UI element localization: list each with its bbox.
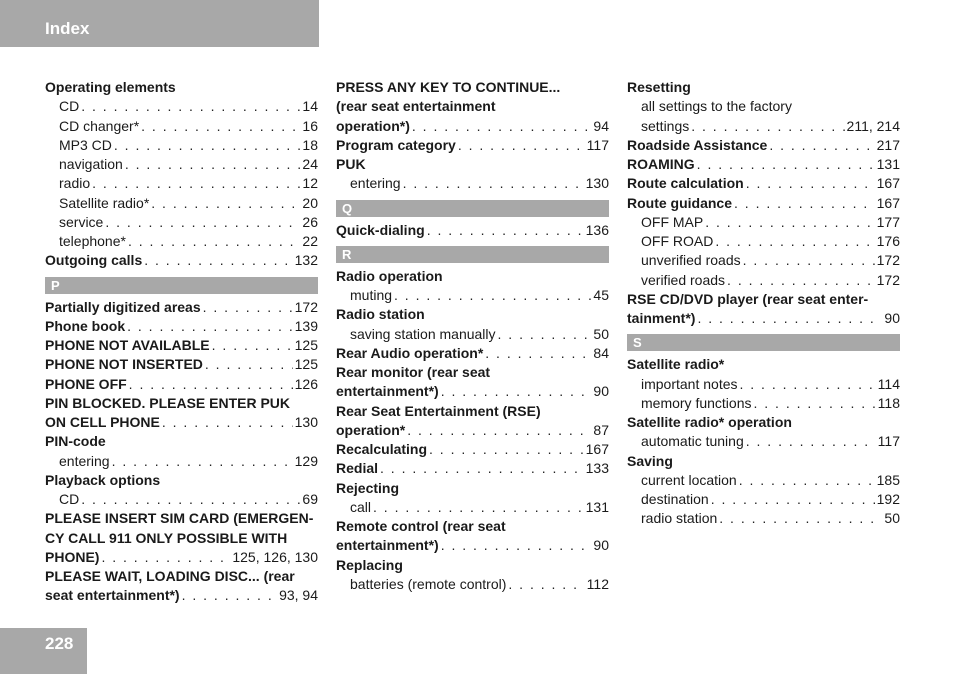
index-subentry [45,136,318,155]
index-subentry [336,498,609,517]
index-entry [45,355,318,374]
section-header-q: Q [336,200,609,217]
dot-leader [727,271,875,290]
index-entry [627,355,900,374]
index-entry [45,529,318,548]
dot-leader [81,490,300,509]
page-reference: 14 [302,98,318,115]
dot-leader [101,548,230,567]
index-entry [45,586,318,605]
dot-leader [403,174,584,193]
page-reference: 139 [294,317,318,334]
entry-text: PHONE NOT AVAILABLE [45,337,210,353]
entry-text: PUK [336,156,366,172]
page-reference: 177 [876,213,900,230]
index-entry [45,298,318,317]
index-subentry [336,325,609,344]
page-reference: 94 [593,117,609,134]
page-reference: 133 [585,460,609,477]
entry-text: RSE CD/DVD player (rear seat enter- [627,290,869,307]
page-reference: 84 [593,344,609,361]
dot-leader [427,221,584,240]
entry-text: all settings to the factory [641,98,792,115]
entry-text: PHONE NOT INSERTED [45,356,203,373]
dot-leader [125,155,301,174]
entry-text: memory functions [641,394,752,411]
page-reference: 93, 94 [279,587,318,604]
page-reference: 130 [585,175,609,192]
page-reference: 26 [302,213,318,230]
page-reference: 217 [876,136,900,153]
dot-leader [697,309,882,328]
index-entry [45,413,318,432]
entry-text: entertainment*) [336,537,439,554]
entry-text: service [59,213,104,230]
entry-text: Radio station [336,306,425,323]
entry-text: Satellite radio* [627,356,725,373]
page-reference: 131 [876,156,900,172]
index-subentry [45,490,318,509]
dot-leader [691,117,844,136]
entry-text: Route guidance [627,194,733,211]
index-subentry [45,174,318,193]
entry-text: MP3 CD [59,136,112,153]
index-subentry [336,575,609,594]
dot-leader [162,413,293,432]
dot-leader [151,194,300,213]
entry-text: automatic tuning [641,433,744,450]
entry-text: Saving [627,452,673,469]
index-entry [336,402,609,421]
entry-text: operation*) [336,117,410,134]
dot-leader [205,355,293,374]
entry-text: seat entertainment*) [45,587,180,604]
index-subentry [627,271,900,290]
page-reference: 69 [302,491,318,507]
entry-text: ON CELL PHONE [45,414,160,430]
page-number: 228 [45,634,74,653]
page-reference: 112 [586,575,609,592]
index-entry [45,432,318,451]
entry-text: call [350,498,372,515]
index-entry [336,517,609,536]
page-reference: 20 [302,194,318,211]
entry-text: Outgoing calls [45,252,143,269]
dot-leader [380,459,584,478]
index-entry [627,290,900,309]
entry-text: OFF ROAD [641,233,714,249]
section-header-s: S [627,334,900,351]
header-bar [0,0,319,47]
page-reference: 90 [593,537,609,554]
entry-text: unverified roads [641,252,741,269]
dot-leader [743,251,875,270]
dot-leader [715,232,874,251]
dot-leader [112,452,293,471]
dot-leader [508,575,584,594]
dot-leader [753,394,875,413]
page-reference: 192 [876,491,900,507]
index-entry [336,556,609,575]
index-subentry [627,432,900,451]
dot-leader [144,251,292,270]
entry-text: PIN BLOCKED. PLEASE ENTER PUK [45,394,291,411]
index-subentry [627,213,900,232]
index-entry [336,136,609,155]
dot-leader [739,471,875,490]
entry-text: telephone* [59,233,126,249]
dot-leader [705,213,874,232]
index-subentry [336,174,609,193]
entry-text: operation* [336,421,406,438]
dot-leader [373,498,584,517]
index-column-3 [627,78,900,529]
page-reference: 172 [876,252,900,269]
entry-text: Quick-dialing [336,221,425,238]
entry-text: Remote control (rear seat [336,518,506,534]
index-column-1 [45,78,318,606]
index-entry [336,382,609,401]
page-reference: 176 [876,233,900,249]
index-entry [627,136,900,155]
entry-text: Roadside Assistance [627,136,768,153]
index-column-2 [336,78,609,594]
index-subentry [45,194,318,213]
entry-text: tainment*) [627,310,696,326]
dot-leader [746,432,876,451]
entry-text: PIN-code [45,433,106,450]
index-entry [627,413,900,432]
entry-text: Radio operation [336,267,443,284]
page-reference: 172 [876,271,900,288]
dot-leader [114,136,301,155]
index-entry [45,336,318,355]
entry-text: saving station manually [350,325,496,342]
entry-text: verified roads [641,271,726,288]
index-entry [336,421,609,440]
page-reference: 125, 126, 130 [232,548,318,565]
page-reference: 117 [877,433,900,450]
index-entry [45,471,318,490]
index-subentry [45,213,318,232]
dot-leader [129,375,293,394]
entry-text: entering [350,175,401,192]
page-reference: 87 [593,421,609,438]
entry-text: Rear monitor (rear seat [336,364,491,380]
index-subentry [627,394,900,413]
dot-leader [128,232,300,251]
page-reference: 167 [585,441,609,457]
entry-text: Program category [336,136,456,153]
index-entry [45,567,318,586]
dot-leader [127,317,293,336]
dot-leader [458,136,585,155]
entry-text: important notes [641,375,738,392]
index-entry [336,536,609,555]
index-subentry [336,286,609,305]
dot-leader [81,97,300,116]
dot-leader [740,375,876,394]
dot-leader [746,174,875,193]
entry-text: muting [350,287,393,303]
page-reference: 167 [876,194,900,211]
index-subentry [45,452,318,471]
index-entry [336,97,609,116]
index-subentry [627,251,900,270]
entry-text: Satellite radio* operation [627,414,792,430]
entry-text: PRESS ANY KEY TO CONTINUE... [336,79,561,95]
entry-text: PHONE) [45,548,100,565]
index-entry [336,267,609,286]
entry-text: Operating elements [45,79,176,95]
page-reference: 18 [302,136,318,153]
dot-leader [711,490,875,509]
index-entry [45,509,318,528]
index-entry [627,78,900,97]
dot-leader [407,421,591,440]
entry-text: Rejecting [336,479,400,496]
dot-leader [105,213,300,232]
page-reference: 185 [876,471,900,488]
entry-text: Resetting [627,79,691,95]
index-entry [45,548,318,567]
entry-text: entertainment*) [336,383,439,400]
dot-leader [92,174,300,193]
dot-leader [485,344,591,363]
entry-text: entering [59,452,110,469]
index-entry [336,117,609,136]
page-reference: 126 [294,375,318,392]
entry-text: CD [59,491,80,507]
index-entry [336,440,609,459]
index-entry [336,344,609,363]
entry-text: Route calculation [627,175,744,192]
entry-text: Replacing [336,556,403,573]
index-entry [45,251,318,270]
dot-leader [697,155,875,174]
entry-text: ROAMING [627,156,695,172]
entry-text: PLEASE WAIT, LOADING DISC... (rear [45,568,295,584]
page-reference: 24 [302,156,318,172]
section-header-p: P [45,277,318,294]
index-entry [627,155,900,174]
index-entry [45,317,318,336]
page-number-box [0,628,87,674]
entry-text: Redial [336,460,379,477]
page-reference: 45 [593,287,609,303]
page-reference: 131 [585,498,609,515]
dot-leader [769,136,874,155]
index-subentry [45,117,318,136]
page-reference: 211, 214 [846,117,900,134]
entry-text: radio station [641,510,718,527]
entry-text: PLEASE INSERT SIM CARD (EMERGEN- [45,510,314,527]
page-reference: 16 [302,117,318,134]
entry-text: Rear Audio operation* [336,344,484,361]
entry-text: (rear seat entertainment [336,98,496,115]
index-entry [336,155,609,174]
index-entry [45,375,318,394]
page-reference: 118 [877,394,900,411]
page-title: Index [45,19,90,38]
index-subentry [627,471,900,490]
entry-text: OFF MAP [641,213,704,230]
entry-text: Partially digitized areas [45,298,201,315]
page-reference: 114 [877,375,900,392]
section-header-r: R [336,246,609,263]
page-reference: 132 [294,252,318,269]
page-reference: 90 [884,310,900,326]
page-reference: 50 [593,325,609,342]
index-subentry [45,155,318,174]
index-entry [336,305,609,324]
page-reference: 136 [585,221,609,238]
entry-text: Recalculating [336,441,428,457]
dot-leader [212,336,293,355]
index-subentry [627,117,900,136]
dot-leader [412,117,592,136]
dot-leader [441,536,592,555]
entry-text: Rear Seat Entertainment (RSE) [336,402,541,419]
dot-leader [394,286,591,305]
entry-text: navigation [59,156,123,172]
page-reference: 90 [593,383,609,400]
dot-leader [441,382,592,401]
entry-text: settings [641,117,690,134]
entry-text: destination [641,491,709,507]
page-reference: 12 [302,175,318,192]
dot-leader [141,117,300,136]
page-reference: 50 [884,510,900,527]
entry-text: PHONE OFF [45,375,127,392]
index-entry [627,194,900,213]
page-reference: 117 [586,136,609,153]
entry-text: batteries (remote control) [350,575,507,592]
dot-leader [498,325,592,344]
page-reference: 167 [876,175,900,192]
index-entry [336,363,609,382]
entry-text: radio [59,175,91,192]
index-subentry [45,232,318,251]
index-entry [336,459,609,478]
dot-leader [203,298,293,317]
entry-text: CD changer* [59,117,140,134]
index-entry [627,452,900,471]
page-reference: 22 [302,233,318,249]
entry-text: CD [59,98,80,115]
index-entry [627,309,900,328]
page-reference: 125 [294,356,318,373]
index-subentry [627,375,900,394]
dot-leader [182,586,277,605]
page-reference: 129 [294,452,318,469]
entry-text: current location [641,471,737,488]
index-subentry [627,97,900,116]
index-subentry [627,232,900,251]
index-entry [336,221,609,240]
page-reference: 130 [294,414,318,430]
index-subentry [627,509,900,528]
index-entry [627,174,900,193]
index-subentry [627,490,900,509]
page-reference: 125 [294,337,318,353]
index-subentry [45,97,318,116]
index-entry [336,479,609,498]
dot-leader [429,440,584,459]
index-entry [45,394,318,413]
page-reference: 172 [294,298,318,315]
dot-leader [734,194,875,213]
dot-leader [719,509,882,528]
entry-text: Satellite radio* [59,194,150,211]
entry-text: CY CALL 911 ONLY POSSIBLE WITH [45,529,288,546]
entry-text: Phone book [45,317,126,334]
index-entry [336,78,609,97]
index-entry [45,78,318,97]
entry-text: Playback options [45,471,161,488]
